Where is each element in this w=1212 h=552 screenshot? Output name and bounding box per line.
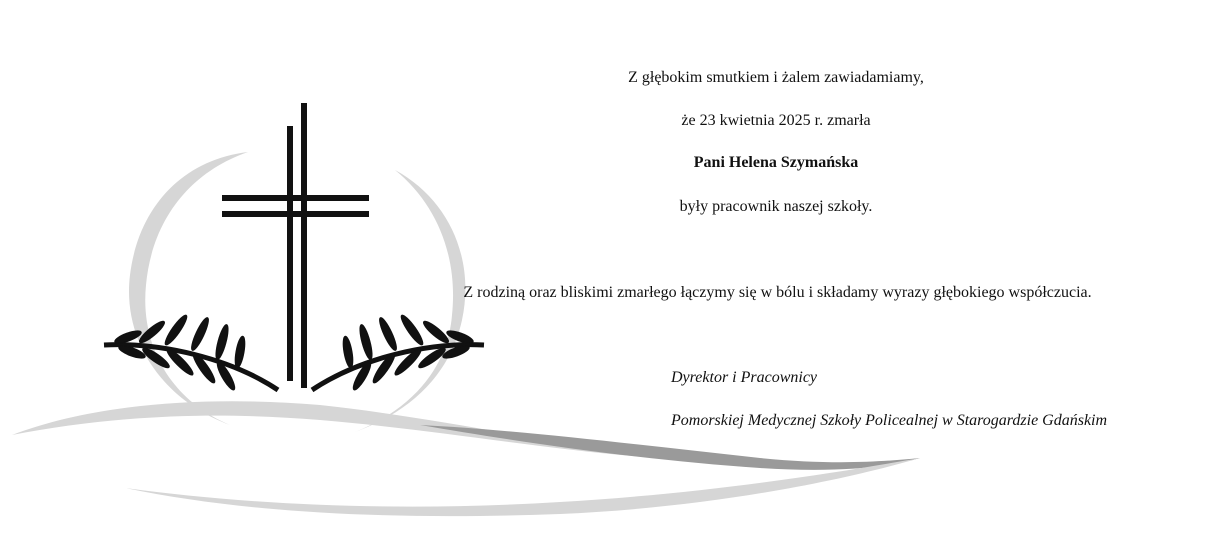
deceased-name: Pani Helena Szymańska (693, 154, 859, 171)
notice-opening-line: Z głębokim smutkiem i żalem zawiadamiamy, (628, 69, 924, 86)
notice-date-line: że 23 kwietnia 2025 r. zmarła (681, 112, 871, 129)
notice-role-line: były pracownik naszej szkoły. (679, 198, 873, 215)
signature-line-2: Pomorskiej Medycznej Szkoły Policealnej w Starogardzie Gdańskim (671, 412, 1108, 429)
palm-branch-left-icon (104, 313, 278, 392)
condolence-message: Z rodziną oraz bliskimi zmarłego łączymy się w bólu i składamy wyrazy głębokiego współczucia. (463, 284, 1092, 301)
signature-line-1: Dyrektor i Pracownicy (671, 369, 818, 386)
